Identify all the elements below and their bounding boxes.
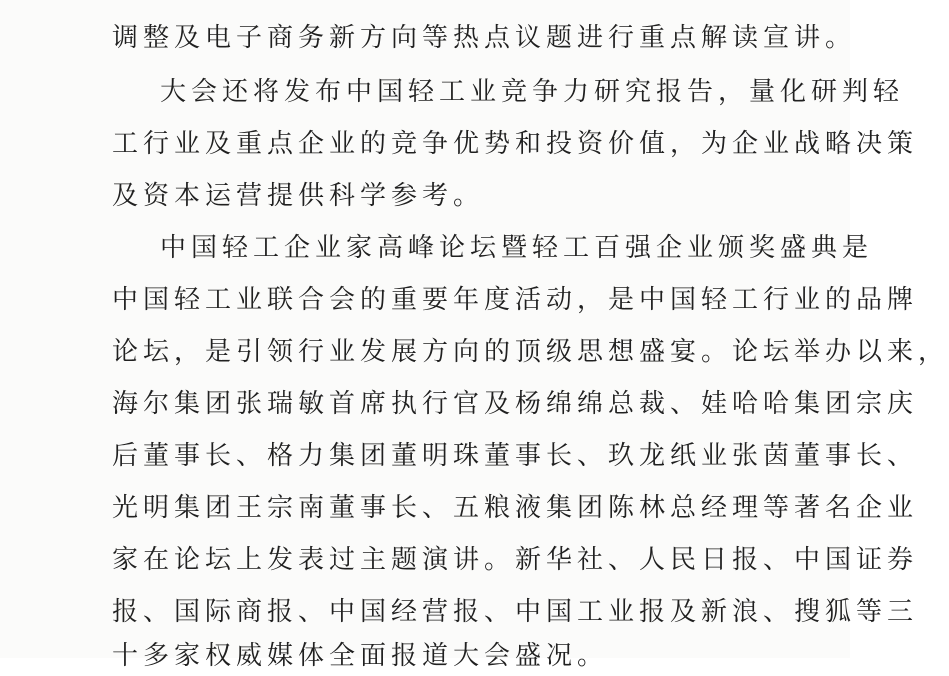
text-line: 十多家权威媒体全面报道大会盛况。 — [112, 641, 609, 671]
text-line: 海尔集团张瑞敏首席执行官及杨绵绵总裁、娃哈哈集团宗庆 — [112, 389, 919, 419]
text-line: 后董事长、格力集团董明珠董事长、玖龙纸业张茵董事长、 — [112, 441, 919, 471]
text-line: 及资本运营提供科学参考。 — [112, 181, 485, 211]
text-line: 光明集团王宗南董事长、五粮液集团陈林总经理等著名企业 — [112, 493, 919, 523]
text-line: 大会还将发布中国轻工业竞争力研究报告，量化研判轻 — [160, 77, 905, 107]
text-line: 中国轻工企业家高峰论坛暨轻工百强企业颁奖盛典是 — [160, 233, 874, 263]
text-line: 工行业及重点企业的竞争优势和投资价值，为企业战略决策 — [112, 129, 919, 159]
text-line: 家在论坛上发表过主题演讲。新华社、人民日报、中国证券 — [112, 545, 919, 575]
text-line: 报、国际商报、中国经营报、中国工业报及新浪、搜狐等三 — [112, 597, 919, 627]
text-line: 论坛，是引领行业发展方向的顶级思想盛宴。论坛举办以来， — [112, 337, 949, 367]
text-line: 中国轻工业联合会的重要年度活动，是中国轻工行业的品牌 — [112, 285, 919, 315]
text-line: 调整及电子商务新方向等热点议题进行重点解读宣讲。 — [112, 23, 857, 53]
